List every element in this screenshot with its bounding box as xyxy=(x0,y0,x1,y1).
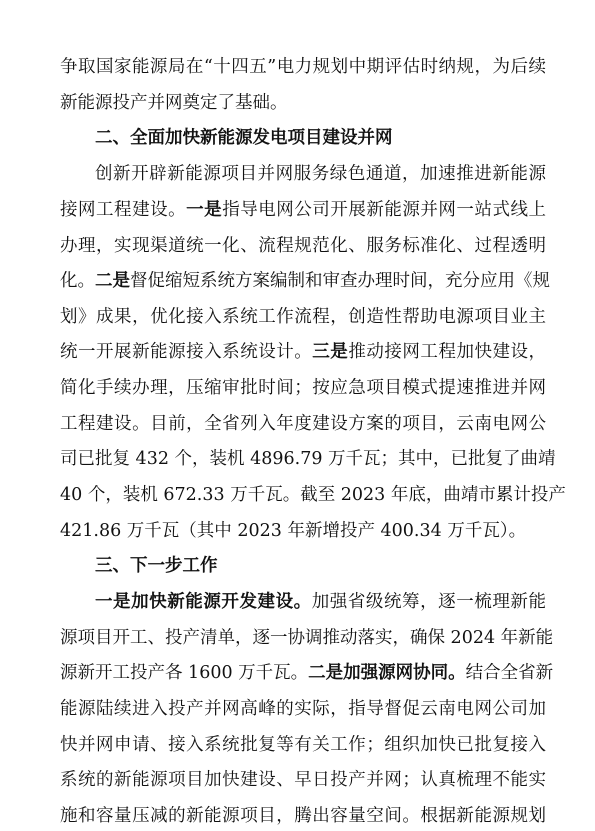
text-line: 源项目开工、投产清单，逐一协调推动落实，确保 2024 年新能 xyxy=(60,628,554,648)
text-line: 新能源投产并网奠定了基础。 xyxy=(60,93,288,113)
text-line: 简化手续办理，压缩审批时间；按应急项目模式提速推进并网 xyxy=(60,378,546,398)
text-line: 能源陆续进入投产并网高峰的实际，指导督促云南电网公司加 xyxy=(60,699,546,719)
text-line: 工程建设。目前，全省列入年度建设方案的项目，云南电网公 xyxy=(60,414,546,434)
text-line: 化。二是督促缩短系统方案编制和审查办理时间，充分应用《规 xyxy=(60,271,550,291)
text-line: 一是加快新能源开发建设。加强省级统筹，逐一梳理新能 xyxy=(95,592,546,612)
text-line: 司已批复 432 个，装机 4896.79 万千瓦；其中，已批复了曲靖 xyxy=(60,449,556,469)
text-line: 系统的新能源项目加快建设、早日投产并网；认真梳理不能实 xyxy=(60,770,546,790)
text-line: 争取国家能源局在“十四五”电力规划中期评估时纳规，为后续 xyxy=(60,57,546,77)
section-heading: 三、下一步工作 xyxy=(95,556,218,576)
text-line: 划》成果，优化接入系统工作流程，创造性帮助电源项目业主 xyxy=(60,307,546,327)
text-line: 421.86 万千瓦（其中 2023 年新增投产 400.34 万千瓦）。 xyxy=(60,521,527,541)
text-line: 办理，实现渠道统一化、流程规范化、服务标准化、过程透明 xyxy=(60,236,546,256)
text-line: 创新开辟新能源项目并网服务绿色通道，加速推进新能源 xyxy=(95,164,546,184)
text-line: 源新开工投产各 1600 万千瓦。二是加强源网协同。结合全省新 xyxy=(60,663,554,683)
section-heading: 二、全面加快新能源发电项目建设并网 xyxy=(95,128,393,148)
text-line: 接网工程建设。一是指导电网公司开展新能源并网一站式线上 xyxy=(60,200,547,220)
text-line: 施和容量压减的新能源项目，腾出容量空间。根据新能源规划 xyxy=(60,806,546,826)
text-line: 统一开展新能源接入系统设计。三是推动接网工程加快建设， xyxy=(60,342,547,362)
text-line: 快并网申请、接入系统批复等有关工作；组织加快已批复接入 xyxy=(60,735,546,755)
text-line: 40 个，装机 672.33 万千瓦。截至 2023 年底，曲靖市累计投产 xyxy=(60,485,566,505)
